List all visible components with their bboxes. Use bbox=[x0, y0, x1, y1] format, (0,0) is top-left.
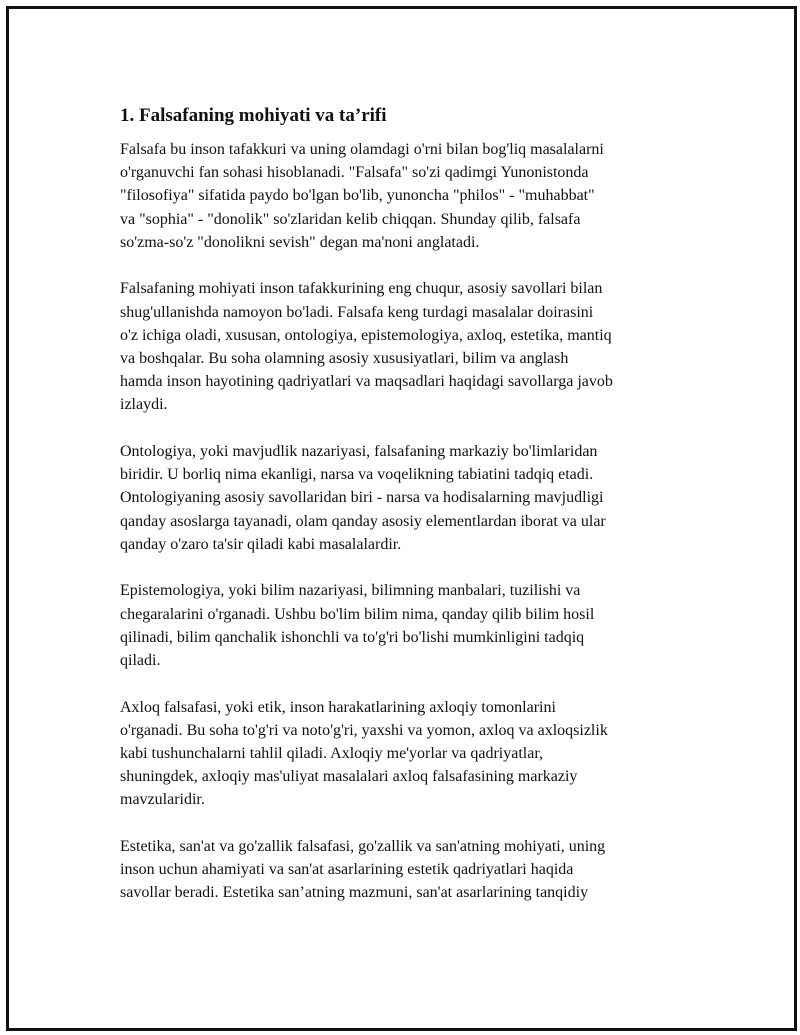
text-line: biridir. U borliq nima ekanligi, narsa va voqelikning tabiatini tadqiq etadi. bbox=[120, 466, 594, 484]
text-line: va "sophia" - "donolik" so'zlaridan kelib chiqqan. Shunday qilib, falsafa bbox=[120, 210, 581, 228]
text-line: qanday o'zaro ta'sir qiladi kabi masalalardir. bbox=[120, 535, 402, 553]
text-line: shuningdek, axloqiy mas'uliyat masalalari axloq falsafasining markaziy bbox=[120, 768, 578, 786]
text-line: mavzularidir. bbox=[120, 791, 205, 809]
text-line: Axloq falsafasi, yoki etik, inson harakatlarining axloqiy tomonlarini bbox=[120, 698, 556, 716]
text-line: shug'ullanishda namoyon bo'ladi. Falsafa keng turdagi masalalar doirasini bbox=[120, 303, 594, 321]
text-line: va boshqalar. Bu soha olamning asosiy xususiyatlari, bilim va anglash bbox=[120, 350, 569, 368]
paragraph-container bbox=[120, 138, 695, 905]
paragraph bbox=[120, 835, 695, 905]
text-line: qilinadi, bilim qanchalik ishonchli va to'g'ri bo'lishi mumkinligini tadqiq bbox=[120, 628, 585, 646]
paragraph bbox=[120, 138, 695, 254]
text-line: izlaydi. bbox=[120, 396, 168, 414]
text-line: "filosofiya" sifatida paydo bo'lgan bo'lib, yunoncha "philos" - "muhabbat" bbox=[120, 187, 595, 205]
text-line: chegaralarini o'rganadi. Ushbu bo'lim bilim nima, qanday qilib bilim hosil bbox=[120, 605, 595, 623]
page-border bbox=[6, 6, 797, 1031]
paragraph bbox=[120, 440, 695, 556]
text-line: Ontologiya, yoki mavjudlik nazariyasi, falsafaning markaziy bo'limlaridan bbox=[120, 443, 598, 461]
document-body bbox=[120, 103, 695, 928]
paragraph bbox=[120, 277, 695, 416]
text-line: kabi tushunchalarni tahlil qiladi. Axloqiy me'yorlar va qadriyatlar, bbox=[120, 745, 544, 763]
paragraph bbox=[120, 579, 695, 672]
text-line: qiladi. bbox=[120, 652, 161, 670]
text-line: so'zma-so'z "donolikni sevish" degan ma'noni anglatadi. bbox=[120, 233, 480, 251]
text-line: savollar beradi. Estetika san’atning mazmuni, san'at asarlarining tanqidiy bbox=[120, 884, 589, 902]
text-line: o'rganuvchi fan sohasi hisoblanadi. "Falsafa" so'zi qadimgi Yunonistonda bbox=[120, 164, 589, 182]
section-heading: 1. Falsafaning mohiyati va ta’rifi bbox=[120, 105, 387, 126]
text-line: Estetika, san'at va go'zallik falsafasi, go'zallik va san'atning mohiyati, uning bbox=[120, 838, 606, 856]
text-line: Falsafa bu inson tafakkuri va uning olamdagi o'rni bilan bog'liq masalalarni bbox=[120, 141, 604, 158]
text-line: qanday asoslarga tayanadi, olam qanday asosiy elementlardan iborat va ular bbox=[120, 512, 606, 530]
text-line: Epistemologiya, yoki bilim nazariyasi, bilimning manbalari, tuzilishi va bbox=[120, 582, 581, 600]
text-line: inson uchun ahamiyati va san'at asarlarining estetik qadriyatlari haqida bbox=[120, 861, 574, 879]
text-line: o'z ichiga oladi, xususan, ontologiya, epistemologiya, axloq, estetika, mantiq bbox=[120, 326, 612, 344]
text-line: Ontologiyaning asosiy savollaridan biri - narsa va hodisalarning mavjudligi bbox=[120, 489, 604, 507]
text-line: Falsafaning mohiyati inson tafakkurining eng chuqur, asosiy savollari bilan bbox=[120, 280, 603, 298]
paragraph bbox=[120, 696, 695, 812]
text-line: o'rganadi. Bu soha to'g'ri va noto'g'ri, yaxshi va yomon, axloq va axloqsizlik bbox=[120, 721, 608, 739]
text-line: hamda inson hayotining qadriyatlari va maqsadlari haqidagi savollarga javob bbox=[120, 373, 613, 391]
